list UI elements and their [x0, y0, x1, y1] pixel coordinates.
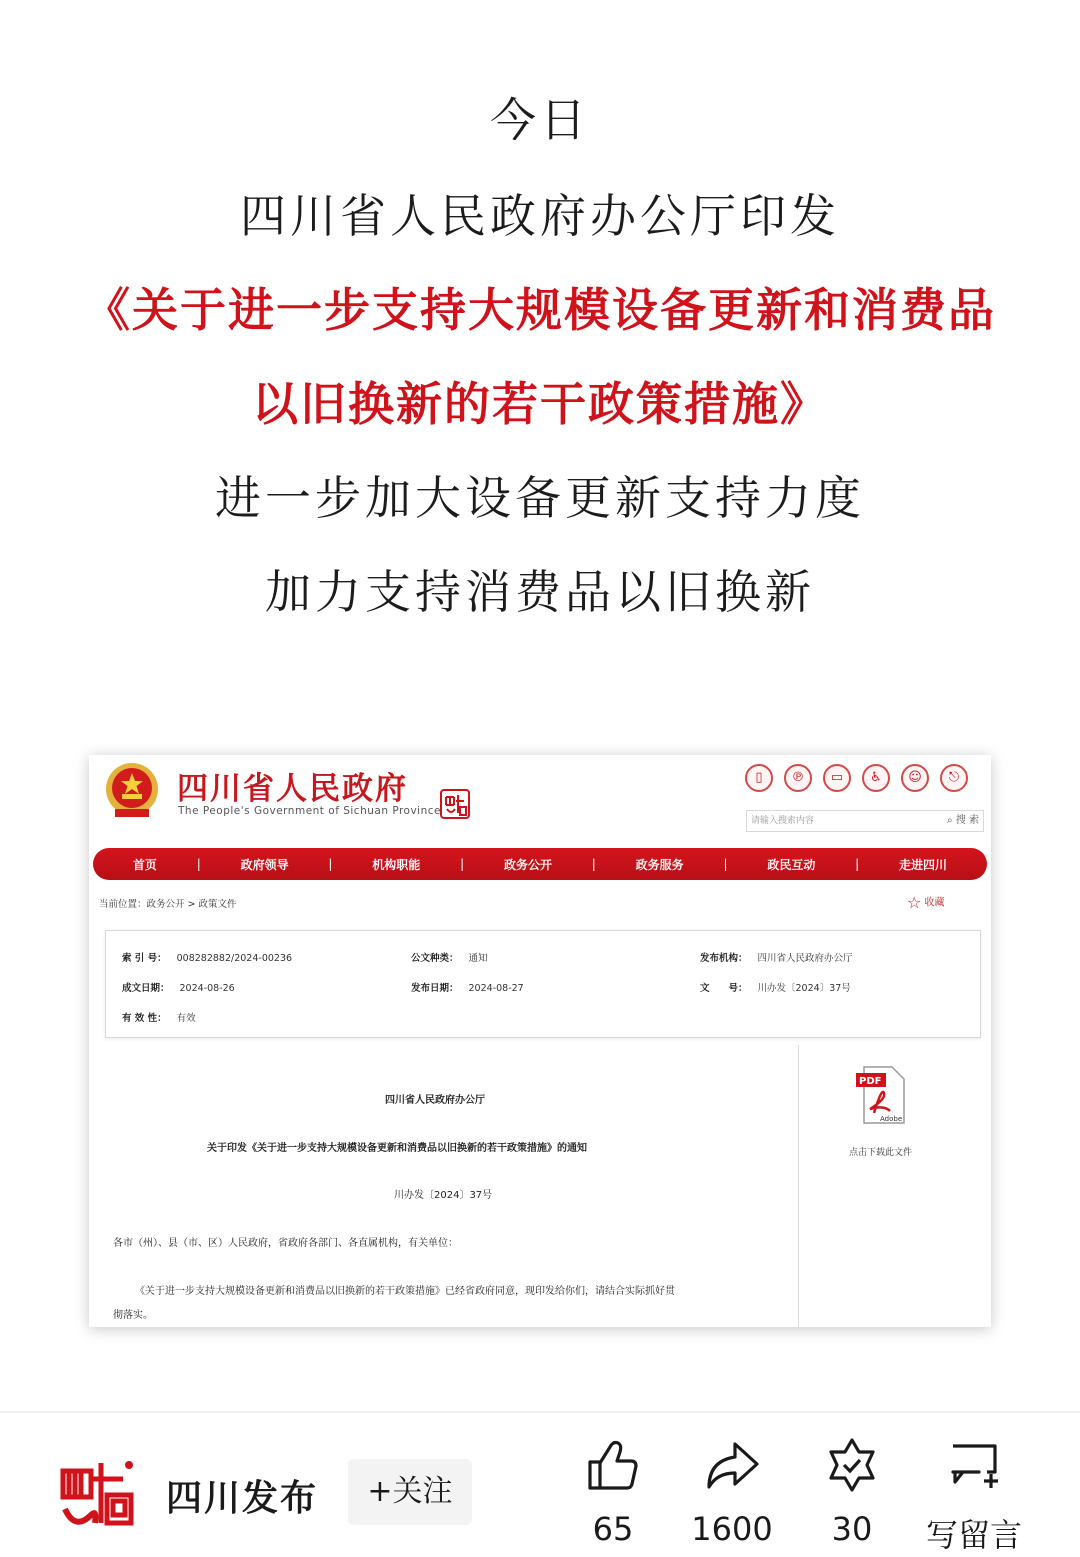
nav-open-gov[interactable]: 政务公开 [503, 857, 552, 872]
pdf-tag: PDF [859, 1076, 882, 1087]
elder-mode-icon[interactable]: ☺ [901, 764, 929, 792]
follow-button[interactable]: +关注 [348, 1459, 472, 1525]
meta-type-value: 通知 [468, 953, 488, 964]
headline-title-line1: 《关于进一步支持大规模设备更新和消费品 [84, 283, 996, 337]
meta-published [411, 980, 524, 994]
nav-separator: | [855, 857, 860, 871]
document-metadata [105, 930, 981, 1038]
nav-separator: | [460, 857, 465, 871]
search-button-label: 搜 索 [955, 815, 979, 826]
doc-number: 川办发〔2024〕37号 [394, 1190, 493, 1201]
mobile-icon[interactable]: ▯ [745, 764, 773, 792]
meta-published-label: 发布日期： [411, 983, 459, 994]
share-count: 1600 [691, 1510, 773, 1548]
site-subtitle: The People's Government of Sichuan Province [178, 805, 441, 817]
nav-home[interactable]: 首页 [132, 857, 157, 872]
meta-index-label: 索 引 号： [122, 953, 167, 964]
meta-issuer [700, 950, 853, 964]
nav-separator: | [591, 857, 596, 871]
account-name[interactable]: 四川发布 [166, 1478, 319, 1519]
search-placeholder: 请输入搜索内容 [751, 816, 815, 826]
main-nav [93, 848, 987, 880]
nav-leaders[interactable]: 政府领导 [240, 857, 289, 872]
meta-docno-value: 川办发〔2024〕37号 [757, 983, 851, 994]
comment-icon [945, 1436, 1003, 1494]
seal-logo-icon [440, 789, 470, 819]
recommend-button[interactable] [797, 1436, 907, 1548]
meta-written-value: 2024-08-26 [179, 983, 235, 994]
nav-separator: | [196, 857, 201, 871]
accessibility-icon[interactable]: ♿ [862, 764, 890, 792]
meta-issuer-value: 四川省人民政府办公厅 [757, 953, 853, 964]
share-button[interactable] [677, 1436, 787, 1548]
exit-icon[interactable]: ⎋ [940, 764, 968, 792]
nav-about-sichuan[interactable]: 走进四川 [899, 857, 948, 872]
comment-button[interactable] [918, 1436, 1030, 1556]
meta-published-value: 2024-08-27 [468, 983, 524, 994]
favorite-button[interactable] [907, 893, 945, 912]
meta-type-label: 公文种类： [411, 953, 459, 964]
site-title: 四川省人民政府 [177, 771, 408, 807]
favorite-label: 收藏 [924, 897, 945, 909]
nav-separator: | [723, 857, 728, 871]
flower-icon [823, 1436, 881, 1494]
headline-date: 今日 [490, 93, 590, 147]
pinterest-icon[interactable]: ℗ [784, 764, 812, 792]
thumbs-up-icon [584, 1436, 642, 1494]
share-icon [703, 1436, 761, 1494]
pdf-file-icon[interactable] [854, 1065, 906, 1125]
meta-issuer-label: 发布机构： [700, 953, 748, 964]
headline-issuer: 四川省人民政府办公厅印发 [240, 189, 840, 243]
nav-separator: | [328, 857, 333, 871]
headline-point1: 进一步加大设备更新支持力度 [215, 471, 865, 525]
doc-body-line1: 《关于进一步支持大规模设备更新和消费品以旧换新的若干政策措施》已经省政府同意，现印发给你们，请结合实际抓好贯 [135, 1286, 675, 1297]
toolbar-icons [745, 764, 968, 792]
comment-label: 写留言 [925, 1516, 1022, 1554]
meta-type [411, 950, 488, 964]
meta-index-value: 008282882/2024-00236 [176, 953, 293, 964]
doc-title: 关于印发《关于进一步支持大规模设备更新和消费品以旧换新的若干政策措施》的通知 [207, 1143, 587, 1154]
nav-services[interactable]: 政务服务 [635, 857, 684, 872]
like-count: 65 [592, 1510, 634, 1548]
pdf-download-link[interactable]: 点击下载此文件 [849, 1148, 913, 1158]
recommend-count: 30 [831, 1510, 873, 1548]
pdf-brand: Adobe [880, 1115, 903, 1123]
search-button[interactable]: ⌕ 搜 索 [947, 815, 979, 826]
meta-written [122, 980, 235, 994]
nav-functions[interactable]: 机构职能 [372, 857, 421, 872]
headline-title-line2: 以旧换新的若干政策措施》 [252, 377, 828, 431]
meta-validity-value: 有效 [176, 1013, 196, 1024]
website-screenshot[interactable] [89, 755, 991, 1327]
doc-body-line2: 彻落实。 [113, 1310, 153, 1321]
doc-recipients: 各市（州）、县（市、区）人民政府，省政府各部门、各直属机构，有关单位： [113, 1238, 458, 1249]
meta-written-label: 成文日期： [122, 983, 170, 994]
doc-office: 四川省人民政府办公厅 [385, 1095, 485, 1106]
headline-point2: 加力支持消费品以旧换新 [265, 565, 815, 619]
national-emblem-icon [103, 761, 161, 821]
message-icon[interactable]: ▭ [823, 764, 851, 792]
meta-docno-label: 文 号： [700, 983, 748, 994]
meta-docno [700, 980, 851, 994]
footer-divider [0, 1411, 1080, 1413]
search-input[interactable] [746, 810, 984, 832]
meta-validity-label: 有 效 性： [122, 1013, 167, 1024]
star-icon: ☆ [907, 893, 922, 912]
like-button[interactable] [558, 1436, 668, 1548]
breadcrumb: 当前位置：政务公开 > 政策文件 [99, 899, 237, 910]
meta-index [122, 950, 292, 964]
account-avatar[interactable] [55, 1449, 143, 1537]
meta-validity [122, 1010, 196, 1024]
nav-interaction[interactable]: 政民互动 [767, 857, 816, 872]
